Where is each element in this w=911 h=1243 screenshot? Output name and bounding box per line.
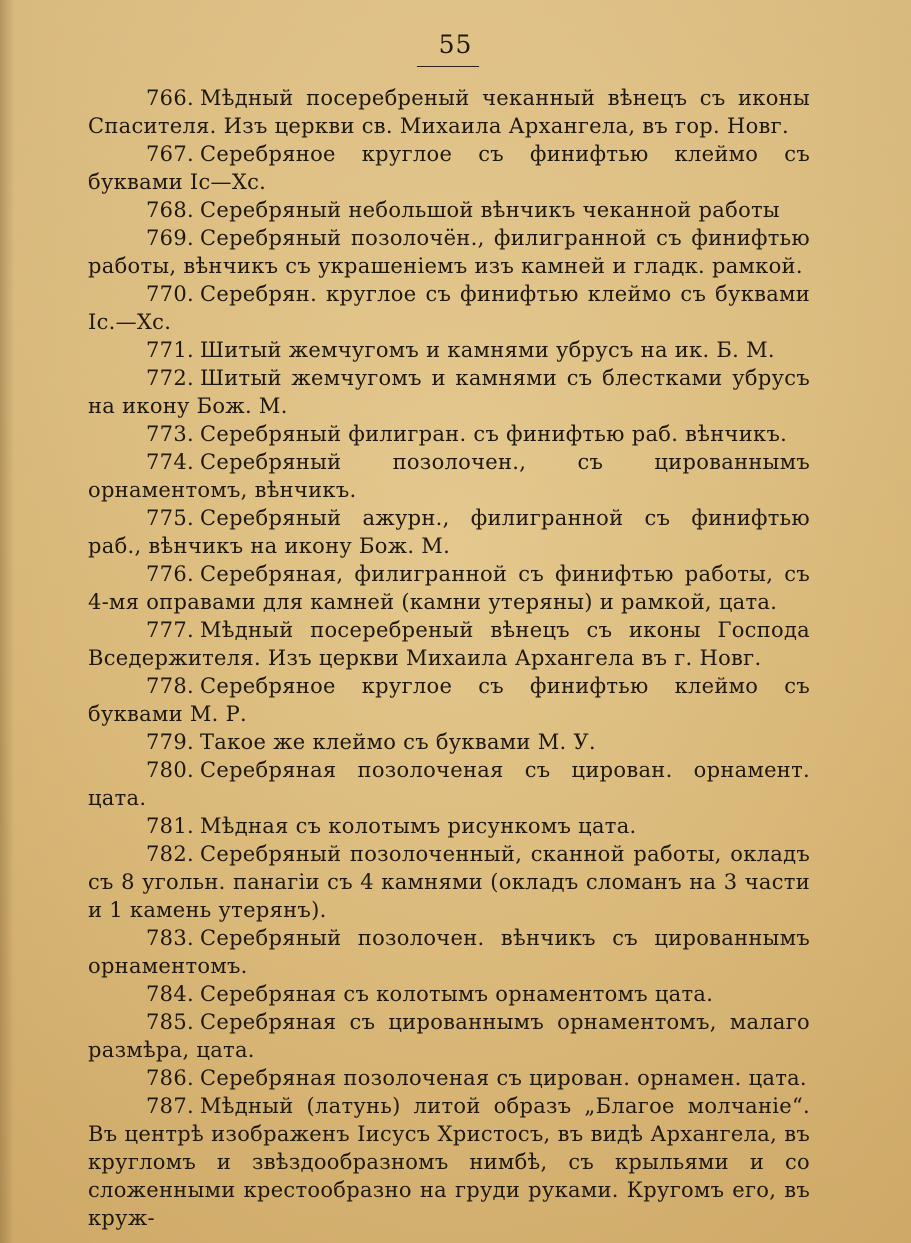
entry-text: Мѣдная съ колотымъ рисункомъ цата.	[199, 814, 637, 838]
entry-text: Серебряная позолоченая съ цирован. орнамент. цата.	[88, 758, 810, 810]
entry-text: Серебряное круглое съ финифтью клеймо съ буквами Іс—Хс.	[88, 142, 810, 194]
entry-number: 775.	[146, 506, 194, 530]
entry-number: 769.	[146, 226, 194, 250]
catalog-entry	[88, 448, 810, 504]
entry-number: 777.	[146, 618, 194, 642]
catalog-entry	[88, 364, 810, 420]
entry-text: Серебряная, филигранной съ финифтью работы, съ 4-мя оправами для камней (камни утеряны) и рамкой, цата.	[88, 562, 810, 614]
entry-number: 781.	[146, 814, 194, 838]
entry-text: Серебряное круглое съ финифтью клеймо съ буквами М. Р.	[88, 674, 810, 726]
entry-text: Мѣдный посеребреный чеканный вѣнецъ съ иконы Спасителя. Изъ церкви св. Михаила Архангела, въ гор. Новг.	[88, 86, 810, 138]
entry-text: Мѣдный посеребреный вѣнецъ съ иконы Господа Вседержителя. Изъ церкви Михаила Архангела въ г. Новг.	[88, 618, 810, 670]
catalog-entry	[88, 196, 810, 224]
catalog-entry	[88, 812, 810, 840]
entry-number: 776.	[146, 562, 194, 586]
entry-number: 766.	[146, 86, 194, 110]
entry-number: 771.	[146, 338, 194, 362]
entry-number: 772.	[146, 366, 194, 390]
catalog-entry	[88, 840, 810, 924]
entry-number: 770.	[146, 282, 194, 306]
catalog-entry	[88, 616, 810, 672]
catalog-entry	[88, 504, 810, 560]
catalog-entry	[88, 756, 810, 812]
catalog-entry	[88, 84, 810, 140]
entry-text: Серебряная съ колотымъ орнаментомъ цата.	[199, 982, 714, 1006]
catalog-entry	[88, 224, 810, 280]
catalog-entry	[88, 672, 810, 728]
entry-text: Серебряная позолоченая съ цирован. орнамен. цата.	[199, 1066, 807, 1090]
entry-number: 774.	[146, 450, 194, 474]
catalog-entry	[88, 140, 810, 196]
entry-text: Серебряный позолочен., съ цированнымъ орнаментомъ, вѣнчикъ.	[88, 450, 810, 502]
entry-number: 782.	[146, 842, 194, 866]
catalog-entry	[88, 420, 810, 448]
page-number: 55	[438, 30, 473, 59]
entry-number: 786.	[146, 1066, 194, 1090]
entry-text: Мѣдный (латунь) литой образъ „Благое молчаніе“. Въ центрѣ изображенъ Іисусъ Христосъ, въ видѣ Архангела, въ кругломъ и звѣздообразномъ нимбѣ, съ крыльями и со сложенными крестообразно на груди руками. Кругомъ его, въ круж-	[88, 1094, 810, 1230]
catalog-entry	[88, 1008, 810, 1064]
entry-number: 773.	[146, 422, 194, 446]
catalog-entry	[88, 1092, 810, 1232]
entry-number: 787.	[146, 1094, 194, 1118]
catalog-entry	[88, 1064, 810, 1092]
entry-text: Серебряный филигран. съ финифтью раб. вѣнчикъ.	[199, 422, 788, 446]
entry-text: Серебрян. круглое съ финифтью клеймо съ буквами Іс.—Хс.	[88, 282, 810, 334]
entry-number: 780.	[146, 758, 194, 782]
entry-text: Шитый жемчугомъ и камнями убрусъ на ик. Б. М.	[199, 338, 775, 362]
entry-text: Такое же клеймо съ буквами М. У.	[199, 730, 596, 754]
catalog-entry	[88, 336, 810, 364]
entry-text: Шитый жемчугомъ и камнями съ блестками убрусъ на икону Бож. М.	[88, 366, 810, 418]
entry-number: 783.	[146, 926, 194, 950]
entry-text: Серебряный позолочён., филигранной съ финифтью работы, вѣнчикъ съ украшеніемъ изъ камней и гладк. рамкой.	[88, 226, 810, 278]
catalog-entries	[88, 84, 810, 1232]
entry-number: 785.	[146, 1010, 194, 1034]
catalog-entry	[88, 728, 810, 756]
page-number-rule	[417, 66, 479, 67]
entry-text: Серебряный позолоченный, сканной работы, окладъ съ 8 угольн. панагіи съ 4 камнями (окладъ сломанъ на 3 части и 1 камень утерянъ).	[88, 842, 810, 922]
entry-number: 778.	[146, 674, 194, 698]
entry-text: Серебряный позолочен. вѣнчикъ съ цированнымъ орнаментомъ.	[88, 926, 810, 978]
catalog-entry	[88, 560, 810, 616]
catalog-entry	[88, 980, 810, 1008]
entry-text: Серебряный ажурн., филигранной съ финифтью раб., вѣнчикъ на икону Бож. М.	[88, 506, 810, 558]
catalog-entry	[88, 280, 810, 336]
entry-number: 767.	[146, 142, 194, 166]
catalog-entry	[88, 924, 810, 980]
entry-number: 784.	[146, 982, 194, 1006]
entry-text: Серебряная съ цированнымъ орнаментомъ, малаго размѣра, цата.	[88, 1010, 810, 1062]
entry-text: Серебряный небольшой вѣнчикъ чеканной работы	[199, 198, 780, 222]
entry-number: 768.	[146, 198, 194, 222]
entry-number: 779.	[146, 730, 194, 754]
